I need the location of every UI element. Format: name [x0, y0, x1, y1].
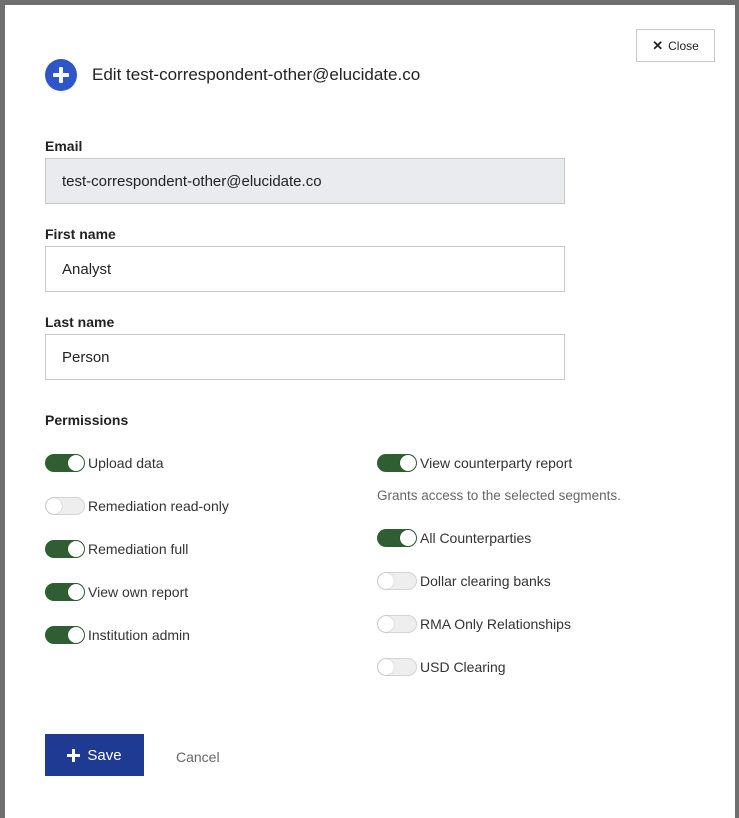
toggle-remediation-read-only[interactable] [45, 497, 229, 515]
toggle-label: RMA Only Relationships [420, 616, 571, 632]
toggle-switch[interactable] [45, 454, 85, 472]
toggle-switch[interactable] [377, 572, 417, 590]
toggle-all-counterparties[interactable] [377, 529, 531, 547]
toggle-label: Dollar clearing banks [420, 573, 551, 589]
toggle-switch[interactable] [45, 540, 85, 558]
last-name-input[interactable]: Person [45, 334, 565, 380]
close-label: Close [668, 38, 699, 53]
dialog-title: Edit test-correspondent-other@elucidate.co [92, 65, 421, 84]
toggle-label: View own report [88, 584, 189, 600]
dialog-header [45, 59, 420, 91]
email-input: test-correspondent-other@elucidate.co [45, 158, 565, 204]
close-icon: ✕ [652, 38, 664, 53]
save-button[interactable] [45, 734, 144, 776]
last-name-label: Last name [45, 314, 115, 330]
toggle-upload-data[interactable] [45, 454, 164, 472]
first-name-field-group [45, 226, 565, 292]
close-button[interactable] [636, 29, 715, 62]
toggle-switch[interactable] [45, 497, 85, 515]
toggle-rma-only-relationships[interactable] [377, 615, 571, 633]
permissions-title: Permissions [45, 412, 129, 428]
save-label: Save [87, 746, 122, 764]
toggle-switch[interactable] [377, 615, 417, 633]
email-field-group [45, 138, 565, 204]
plus-icon [67, 749, 80, 762]
toggle-switch[interactable] [377, 454, 417, 472]
toggle-dollar-clearing-banks[interactable] [377, 572, 551, 590]
toggle-label: Institution admin [88, 627, 190, 643]
first-name-input[interactable]: Analyst [45, 246, 565, 292]
toggle-label: USD Clearing [420, 659, 506, 675]
toggle-label: All Counterparties [420, 530, 532, 546]
toggle-label: View counterparty report [420, 455, 573, 471]
toggle-switch[interactable] [377, 529, 417, 547]
toggle-switch[interactable] [377, 658, 417, 676]
toggle-remediation-full[interactable] [45, 540, 188, 558]
toggle-switch[interactable] [45, 583, 85, 601]
last-name-field-group [45, 314, 565, 380]
first-name-label: First name [45, 226, 116, 242]
grants-help-text: Grants access to the selected segments. [377, 488, 621, 503]
edit-user-dialog [5, 5, 735, 818]
toggle-view-own-report[interactable] [45, 583, 188, 601]
toggle-institution-admin[interactable] [45, 626, 190, 644]
toggle-label: Remediation full [88, 541, 189, 557]
cancel-button[interactable]: Cancel [176, 749, 220, 765]
email-label: Email [45, 138, 83, 154]
toggle-label: Remediation read-only [88, 498, 229, 514]
toggle-switch[interactable] [45, 626, 85, 644]
toggle-usd-clearing[interactable] [377, 658, 506, 676]
toggle-view-counterparty-report[interactable] [377, 454, 572, 472]
toggle-label: Upload data [88, 455, 164, 471]
plus-circle-icon [45, 59, 77, 91]
